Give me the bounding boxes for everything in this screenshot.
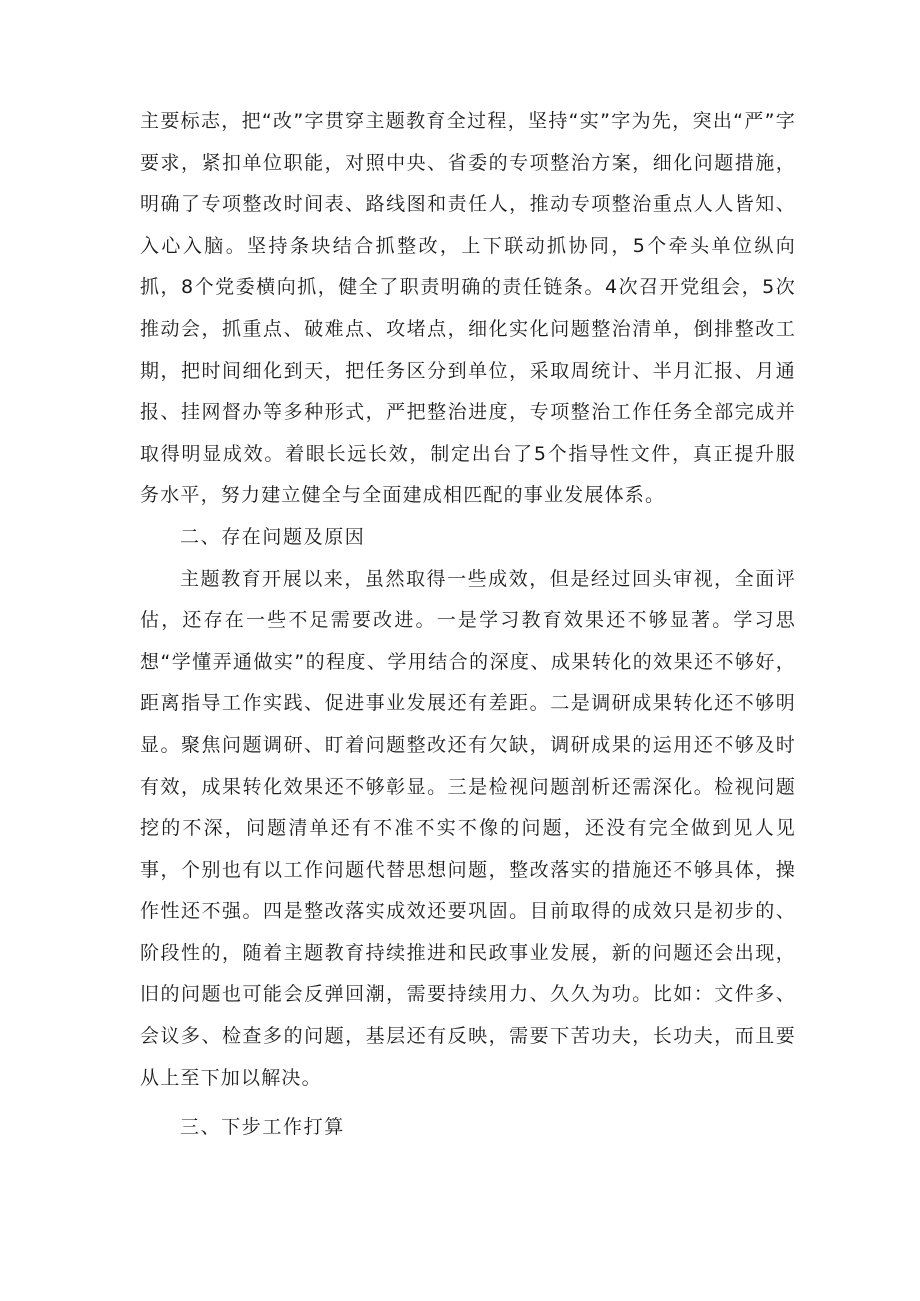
paragraph-problems: 主题教育开展以来，虽然取得一些成效，但是经过回头审视，全面评估，还存在一些不足需要改进。一是学习教育效果还不够显著。学习思想“学懂弄通做实”的程度、学用结合的深度、成果转化的效果还不够好，距离指导工作实践、促进事业发展还有差距。二是调研成果转化还不够明显。聚焦问题调研、盯着问题整改还有欠缺，调研成果的运用还不够及时有效，成果转化效果还不够彰显。三是检视问题剖析还需深化。检视问题挖的不深，问题清单还有不准不实不像的问题，还没有完全做到见人见事，个别也有以工作问题代替思想问题，整改落实的措施还不够具体，操作性还不强。四是整改落实成效还要巩固。目前取得的成效只是初步的、阶段性的，随着主题教育持续推进和民政事业发展，新的问题还会出现，旧的问题也可能会反弹回潮，需要持续用力、久久为功。比如：文件多、会议多、检查多的问题，基层还有反映，需要下苦功夫，长功夫，而且要从上至下加以解决。: [140, 567, 796, 1089]
document-body: [140, 101, 796, 1149]
section-spacer: [140, 1099, 796, 1107]
section-heading-problems: 二、存在问题及原因: [180, 525, 366, 548]
section-heading-next-steps: 三、下步工作打算: [180, 1116, 345, 1139]
paragraph-continued: 主要标志，把“改”字贯穿主题教育全过程，坚持“实”字为先，突出“严”字要求，紧扣单位职能，对照中央、省委的专项整治方案，细化问题措施，明确了专项整改时间表、路线图和责任人，推动专项整治重点人人皆知、入心入脑。坚持条块结合抓整改，上下联动抓协同，5个牵头单位纵向抓，8个党委横向抓，健全了职责明确的责任链条。4次召开党组会，5次推动会，抓重点、破难点、攻堵点，细化实化问题整治清单，倒排整改工期，把时间细化到天，把任务区分到单位，采取周统计、半月汇报、月通报、挂网督办等多种形式，严把整治进度，专项整治工作任务全部完成并取得明显成效。着眼长远长效，制定出台了5个指导性文件，真正提升服务水平，努力建立健全与全面建成相匹配的事业发展体系。: [140, 110, 796, 507]
